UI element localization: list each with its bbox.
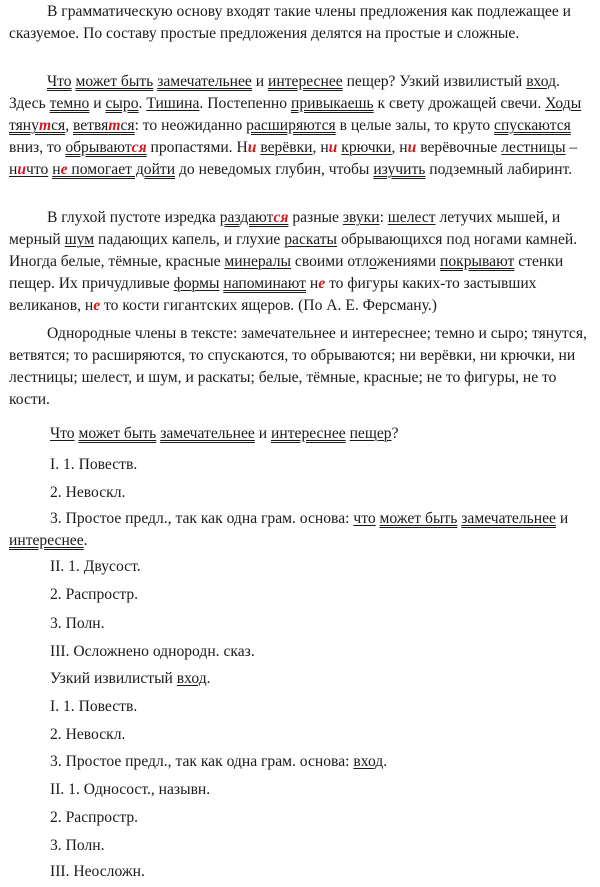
analysis-line: 3. Полн. [50,837,105,854]
analysis-line: I. 1. Повеств. [50,456,138,473]
predicate-word: сыро [105,95,139,113]
predicate-word: может быть [78,425,157,442]
predicate-word: интереснее [9,532,84,549]
subject-word: шелест [387,209,436,226]
highlighted-letter: т [108,117,121,135]
marked-letter: о [369,253,377,271]
subject-word: раскаты [284,231,338,249]
analysis-sentence-1: Что может быть замечательнее и интереснее пещер? [50,425,399,442]
highlighted-letter: и [328,139,338,157]
predicate-word: тянутся [9,117,66,135]
subject-word: звуки [342,209,380,226]
analysis-line: I. 1. Повеств. [50,698,138,715]
predicate-word: замечательнее [461,510,556,527]
highlighted-letter: ся [273,209,289,226]
analysis-line: III. Осложнено однородн. сказ. [50,643,255,660]
predicate-word: спускаются [494,117,571,135]
analysis-sentence-2: Узкий извилистый вход. [50,670,211,687]
subject-word: крючки [341,139,392,157]
predicate-word: привыкаешь [290,95,374,113]
paragraph-text-part2: В глухой пустоте изредка раздаются разные звуки: шелест летучих мышей, и мерный шум падающих капель, и глухие раскаты обрывающихся под ногами камней. Иногда белые, тёмные, красные минералы своими отложениями покрывают стенки пещер. Их причудливые формы напоминают не то фигуры каких-то застывших великанов, не то кости гигантских ящеров. (По А. Е. Ферсману.) [9,209,578,315]
analysis-line: II. 1. Двусост. [50,558,141,575]
subject-word: ничто [9,161,49,179]
analysis-line: 2. Невоскл. [50,726,126,743]
analysis-line: 2. Распростр. [50,809,139,826]
analysis-line: 2. Распростр. [50,586,139,603]
subject-word: Тишина [146,95,200,113]
predicate-word: ветвятся [72,117,135,135]
subject-word: Что [47,73,72,90]
analysis-line: 2. Невоскл. [50,484,126,501]
paragraph-homogeneous-members: Однородные члены в тексте: замечательнее и интереснее; темно и сыро; тянутся, ветвятся; то расширяются, то спускаются, то обрываются; ни верёвки, ни крючки, ни лестницы; шелест, и шум, и раскаты; белые, тёмные, красные; не то фигуры, не то кости. [9,325,587,409]
highlighted-letter: ся [131,139,147,157]
analysis-line: 3. Простое предл., так как одна грам. основа: что может быть замечательнее и интереснее. [9,510,569,549]
subject-word: Что [50,425,75,442]
paragraph-text-part1: Что может быть замечательнее и интереснее пещер? Узкий извилистый вход. Здесь темно и сыро. Тишина. Постепенно привыкаешь к свету дрожащей свечи. Ходы тянутся, ветвятся: то неожиданно расширяются в целые залы, то круто спускаются вниз, то обрываются пропастями. Ни верёвки, ни крючки, ни верёвочные лестницы – ничто не помогает дойти до неведомых глубин, чтобы изучить подземный лабиринт. [9,73,582,179]
predicate-word: напоминают [223,275,306,293]
subject-word: что [353,510,376,527]
predicate-word: не помогает дойти [52,161,176,179]
highlighted-letter: е [318,275,326,293]
subject-word: вход [353,753,384,770]
subject-word: верёвки [260,139,313,157]
predicate-word: интереснее [268,73,343,90]
highlighted-letter: е [60,161,68,179]
subject-word: формы [173,275,220,293]
highlighted-letter: и [247,139,257,157]
predicate-word: замечательнее [157,73,252,90]
subject-word: пещер [349,425,392,442]
predicate-word: раздаются [219,209,289,226]
predicate-word: может быть [379,510,458,527]
predicate-word: интереснее [271,425,346,442]
analysis-line: III. Неосложн. [50,863,145,880]
highlighted-letter: е [93,297,101,315]
predicate-word: расширяются [246,117,336,135]
subject-word: минералы [224,253,291,271]
predicate-word: обрываются [65,139,147,157]
subject-word: шум [64,231,95,249]
subject-word: лестницы [501,139,566,157]
predicate-word: темно [49,95,90,113]
highlighted-letter: и [407,139,417,157]
subject-word: вход [526,73,557,90]
highlighted-letter: т [38,117,52,135]
subject-word: Ходы [545,95,582,113]
highlighted-letter: и [17,161,27,179]
analysis-line: 3. Простое предл., так как одна грам. основа: вход. [50,753,388,770]
subject-word: вход [176,670,207,687]
predicate-word: может быть [75,73,154,90]
predicate-word: изучить [373,161,426,179]
analysis-line: II. 1. Односост., назывн. [50,781,211,798]
paragraph-intro: В грамматическую основу входят такие члены предложения как подлежащее и сказуемое. По составу простые предложения делятся на простые и сложные. [9,3,572,43]
predicate-word: замечательнее [160,425,255,442]
analysis-line: 3. Полн. [50,615,105,632]
predicate-word: покрывают [440,253,515,271]
